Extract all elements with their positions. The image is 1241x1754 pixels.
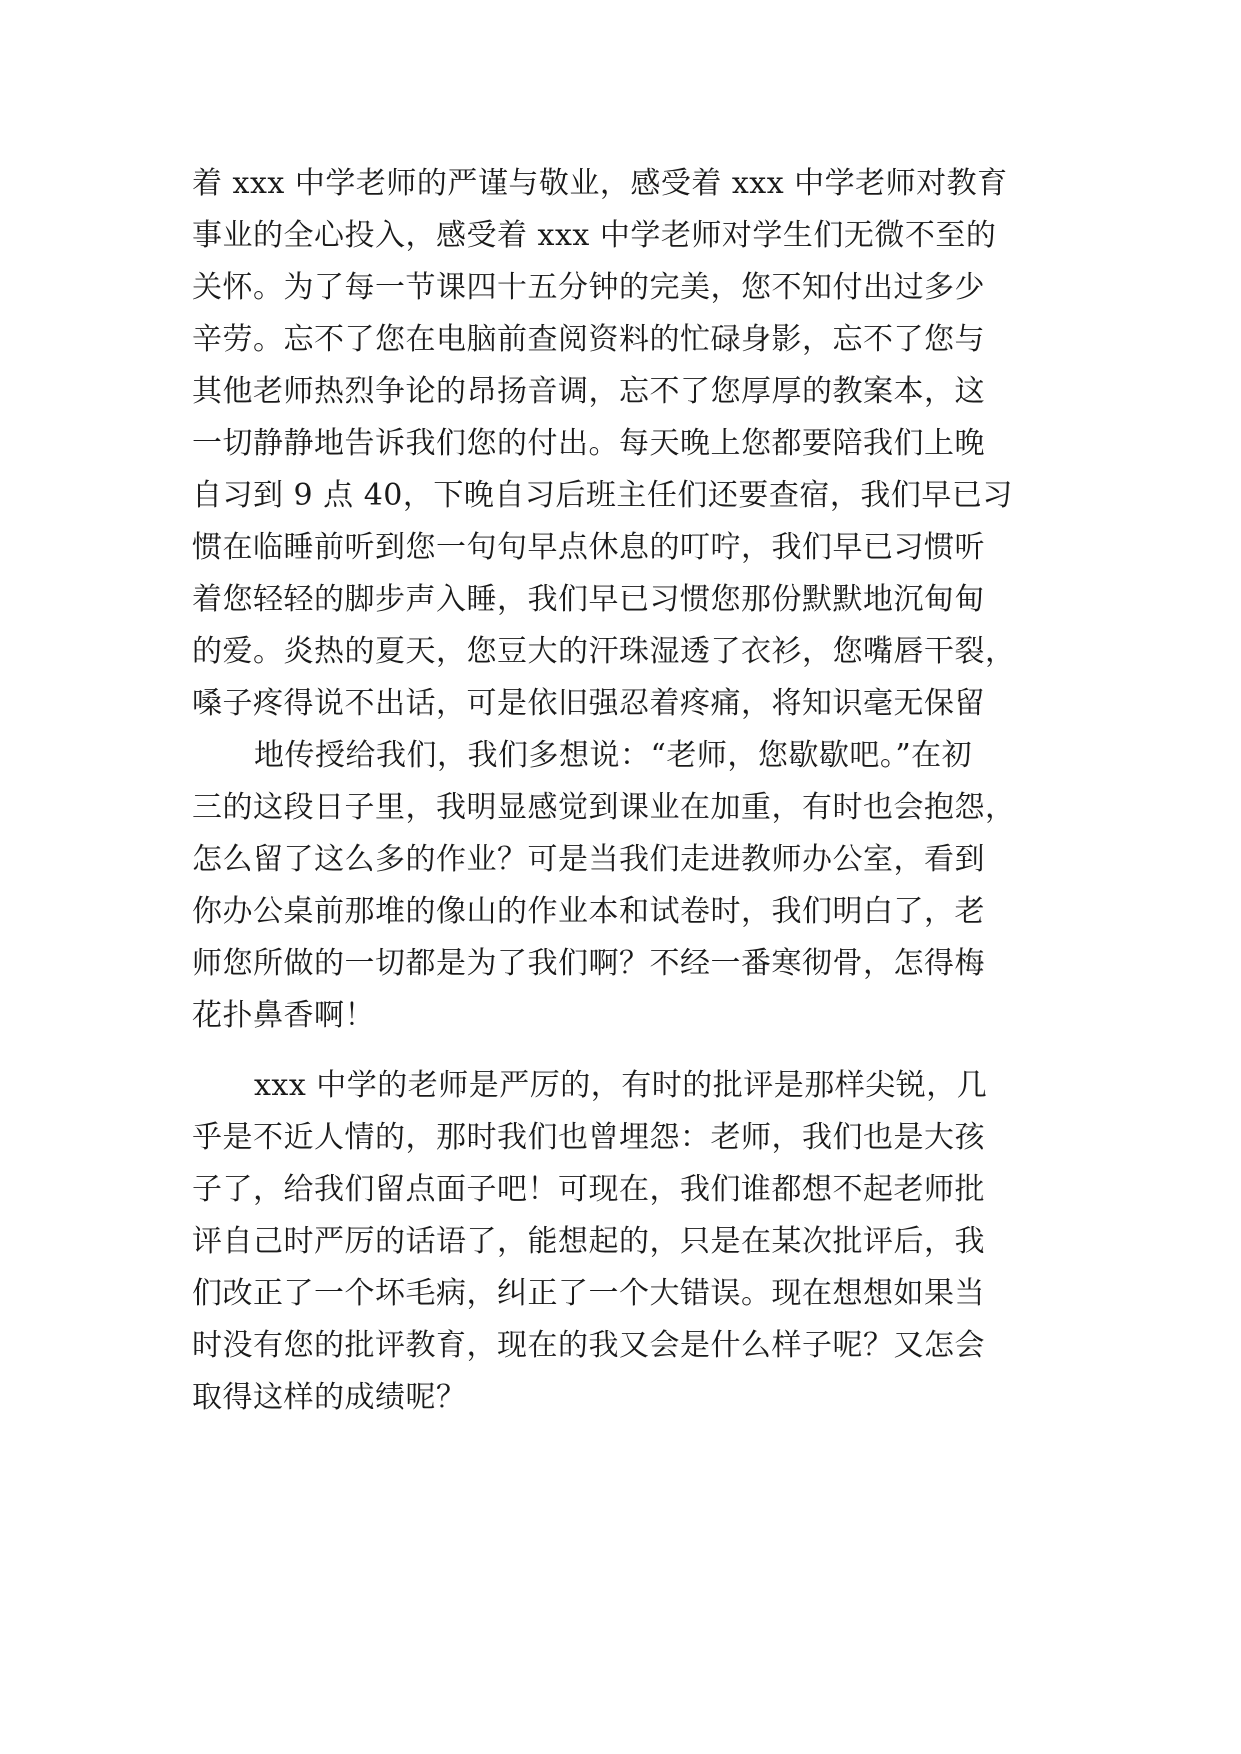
text-line: 子了，给我们留点面子吧！可现在，我们谁都想不起老师批 [192, 1172, 985, 1207]
text-line: 花扑鼻香啊！ [192, 998, 375, 1033]
text-line: 其他老师热烈争论的昂扬音调，忘不了您厚厚的教案本，这 [192, 374, 985, 409]
text-line: 一切静静地告诉我们您的付出。每天晚上您都要陪我们上晚 [192, 426, 985, 461]
text-line: 乎是不近人情的，那时我们也曾埋怨：老师，我们也是大孩 [192, 1120, 985, 1155]
text-line: 着您轻轻的脚步声入睡，我们早已习惯您那份默默地沉甸甸 [192, 582, 985, 617]
text-line: 你办公桌前那堆的像山的作业本和试卷时，我们明白了，老 [192, 894, 985, 929]
text-line: 嗓子疼得说不出话，可是依旧强忍着疼痛，将知识毫无保留 [192, 686, 985, 721]
text-line: 自习到 9 点 40，下晚自习后班主任们还要查宿，我们早已习 [192, 478, 1013, 513]
text-line: 惯在临睡前听到您一句句早点休息的叮咛，我们早已习惯听 [192, 530, 985, 565]
paragraph-gap [192, 1042, 1052, 1060]
body-text [192, 158, 1052, 1424]
text-line: 时没有您的批评教育，现在的我又会是什么样子呢？又怎会 [192, 1328, 985, 1363]
text-line: 三的这段日子里，我明显感觉到课业在加重，有时也会抱怨， [192, 790, 1016, 825]
text-line: 事业的全心投入，感受着 xxx 中学老师对学生们无微不至的 [192, 218, 997, 253]
text-line: xxx 中学的老师是严厉的，有时的批评是那样尖锐，几 [254, 1068, 988, 1103]
paragraph-3 [192, 1060, 1052, 1424]
text-line: 怎么留了这么多的作业？可是当我们走进教师办公室，看到 [192, 842, 985, 877]
text-line: 关怀。为了每一节课四十五分钟的完美，您不知付出过多少 [192, 270, 985, 305]
text-line: 辛劳。忘不了您在电脑前查阅资料的忙碌身影，忘不了您与 [192, 322, 985, 357]
text-line: 的爱。炎热的夏天，您豆大的汗珠湿透了衣衫，您嘴唇干裂， [192, 634, 1016, 669]
text-line: 取得这样的成绩呢？ [192, 1380, 467, 1415]
text-line: 们改正了一个坏毛病，纠正了一个大错误。现在想想如果当 [192, 1276, 985, 1311]
text-line: 师您所做的一切都是为了我们啊？不经一番寒彻骨，怎得梅 [192, 946, 985, 981]
paragraph-2 [192, 730, 1052, 1042]
text-line: 着 xxx 中学老师的严谨与敬业，感受着 xxx 中学老师对教育 [192, 166, 1008, 201]
text-line: 地传授给我们，我们多想说：“老师，您歇歇吧。”在初 [254, 738, 973, 773]
paragraph-1 [192, 158, 1052, 730]
text-line: 评自己时严厉的话语了，能想起的，只是在某次批评后，我 [192, 1224, 985, 1259]
